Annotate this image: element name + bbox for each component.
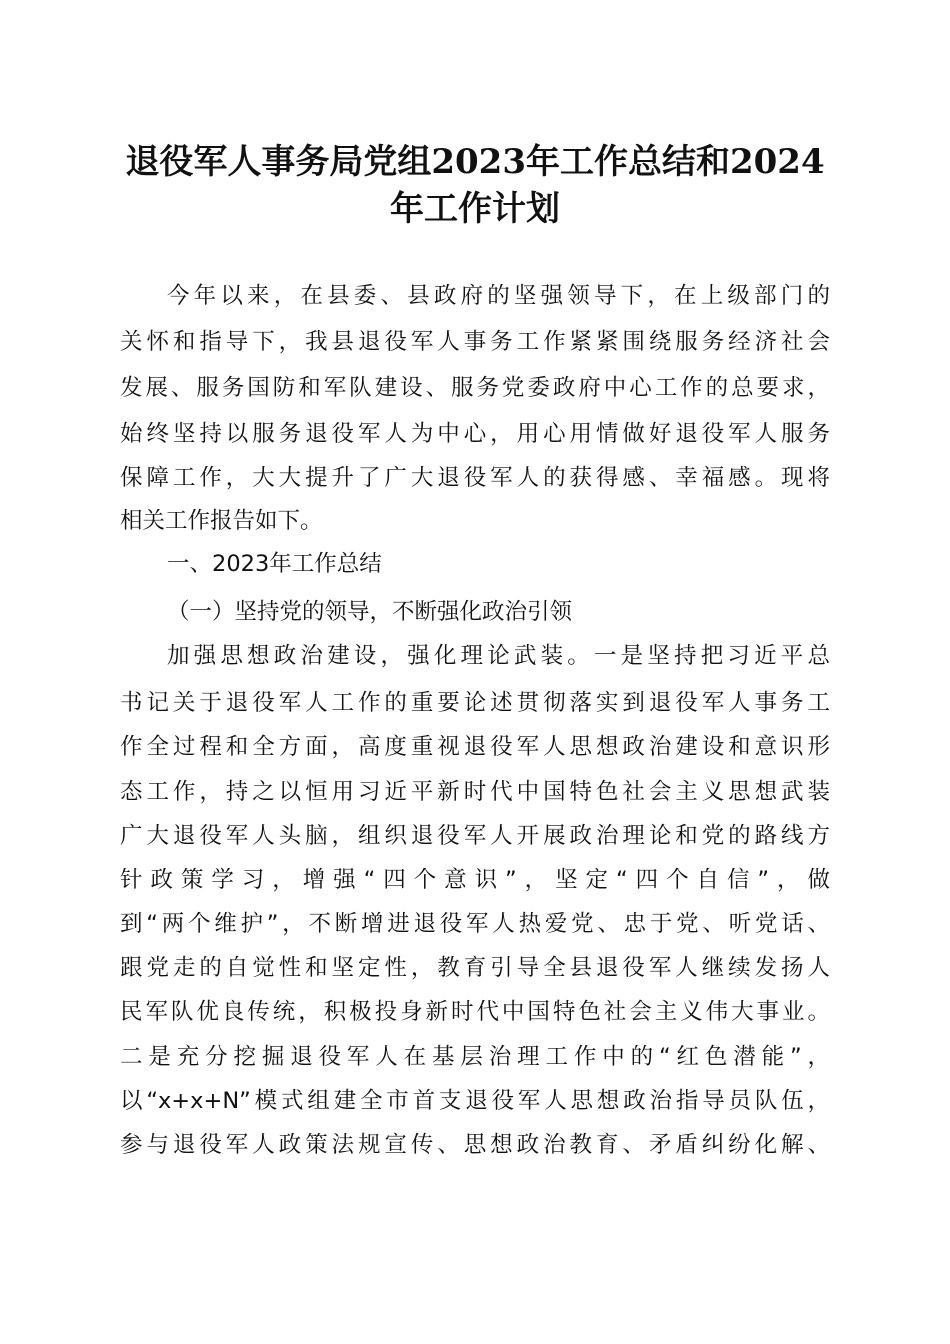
intro-paragraph-line: 保障工作，大大提升了广大退役军人的获得感、幸福感。现将 bbox=[120, 465, 830, 491]
subsection-heading: （一）坚持党的领导，不断强化政治引领 bbox=[167, 599, 573, 625]
body-paragraph-line: 跟党走的自觉性和坚定性，教育引导全县退役军人继续发扬人 bbox=[120, 955, 830, 981]
body-paragraph-line: 民军队优良传统，积极投身新时代中国特色社会主义伟大事业。 bbox=[120, 999, 830, 1025]
body-paragraph-line: 态工作，持之以恒用习近平新时代中国特色社会主义思想武装 bbox=[120, 779, 830, 805]
body-paragraph-line: 到“两个维护”，不断增进退役军人热爱党、忠于党、听党话、 bbox=[120, 911, 830, 937]
body-paragraph-line: 作全过程和全方面，高度重视退役军人思想政治建设和意识形 bbox=[120, 734, 830, 760]
intro-paragraph-line: 关怀和指导下，我县退役军人事务工作紧紧围绕服务经济社会 bbox=[120, 329, 830, 355]
body-paragraph-line: 广大退役军人头脑，组织退役军人开展政治理论和党的路线方 bbox=[120, 823, 830, 849]
document-title-line-2: 年工作计划 bbox=[390, 189, 560, 229]
body-paragraph-line: 参与退役军人政策法规宣传、思想政治教育、矛盾纠纷化解、 bbox=[120, 1132, 830, 1158]
body-paragraph-line: 二是充分挖掘退役军人在基层治理工作中的“红色潜能”， bbox=[120, 1044, 830, 1070]
intro-paragraph-line: 始终坚持以服务退役军人为中心，用心用情做好退役军人服务 bbox=[120, 421, 830, 447]
body-paragraph-line: 以“x+x+N”模式组建全市首支退役军人思想政治指导员队伍， bbox=[120, 1088, 830, 1114]
document-title-line-1: 退役军人事务局党组2023年工作总结和2024 bbox=[125, 142, 825, 182]
intro-paragraph-line: 发展、服务国防和军队建设、服务党委政府中心工作的总要求， bbox=[120, 375, 830, 401]
intro-paragraph-line: 今年以来，在县委、县政府的坚强领导下，在上级部门的 bbox=[167, 283, 830, 309]
body-paragraph-line: 书记关于退役军人工作的重要论述贯彻落实到退役军人事务工 bbox=[120, 690, 830, 716]
body-paragraph-line: 针政策学习，增强“四个意识”，坚定“四个自信”，做 bbox=[120, 867, 830, 893]
intro-paragraph-line: 相关工作报告如下。 bbox=[120, 508, 323, 534]
section-heading: 一、2023年工作总结 bbox=[167, 551, 382, 577]
body-paragraph-line: 加强思想政治建设，强化理论武装。一是坚持把习近平总 bbox=[167, 643, 830, 669]
